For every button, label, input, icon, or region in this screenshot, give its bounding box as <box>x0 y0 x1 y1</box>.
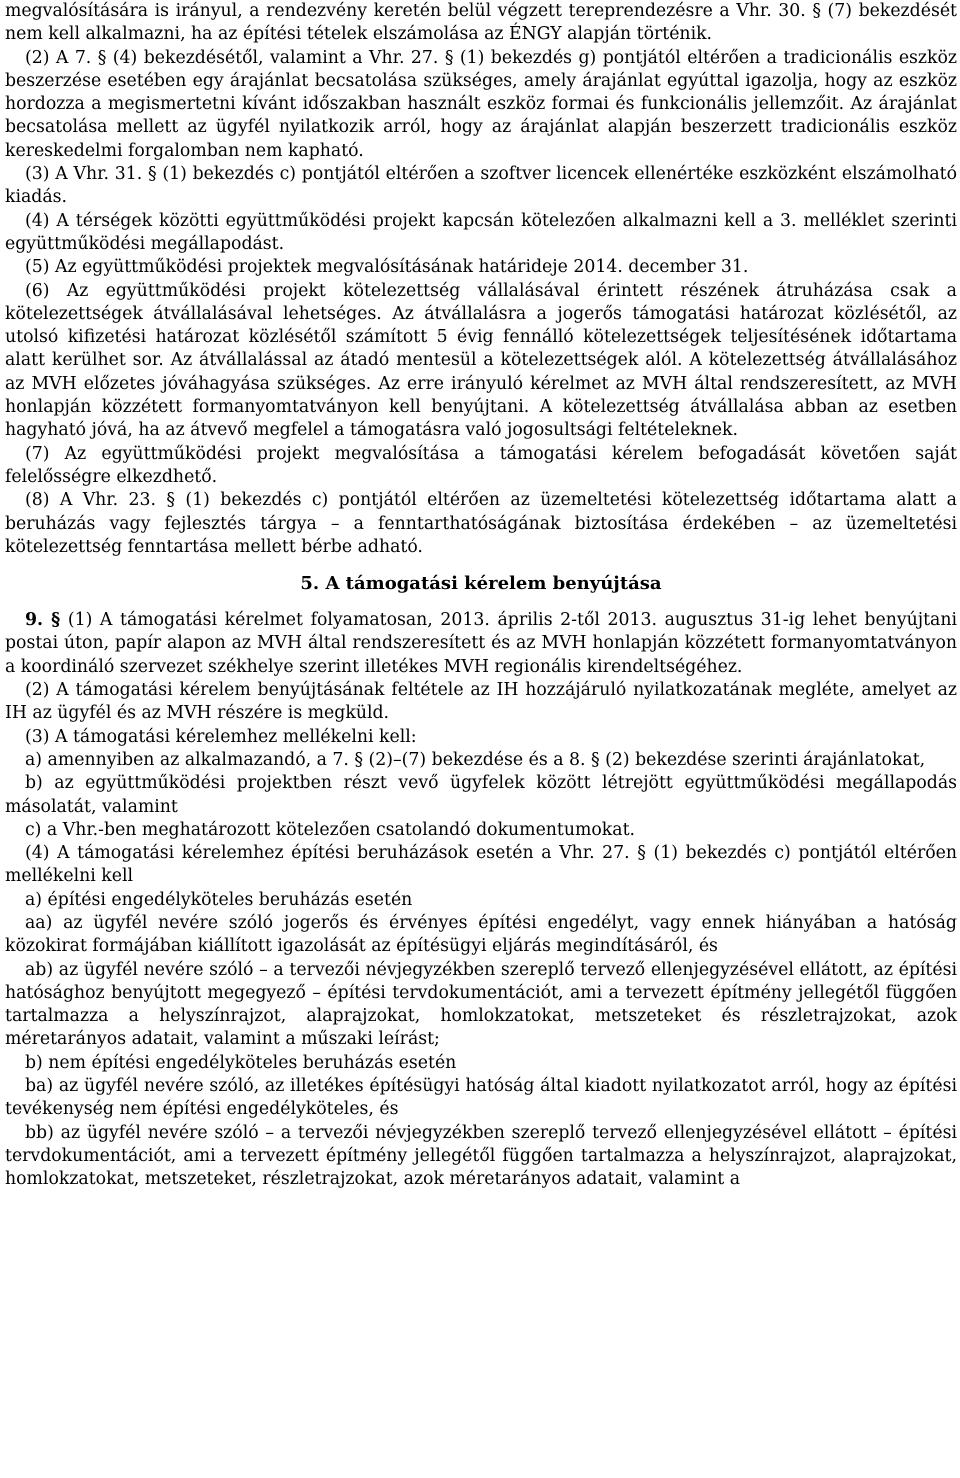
list-item-bb: bb) az ügyfél nevére szóló – a tervezői névjegyzékben szereplő tervező ellenjegyzésével ellátott – építési tervdokumentációt, ami a tervezett építmény jellegétől függően tartalmazza a helyszínrajzot, alaprajzokat, homlokzatokat, metszeteket, részletrajzokat, azok méretarányos adatait, valamint a <box>5 1122 957 1190</box>
paragraph-9-3: (3) A támogatási kérelemhez mellékelni kell: <box>25 726 417 747</box>
list-item-a: a) amennyiben az alkalmazandó, a 7. § (2)–(7) bekezdése és a 8. § (2) bekezdése szerinti árajánlatokat, <box>25 749 926 770</box>
section-heading: 5. A támogatási kérelem benyújtása <box>300 573 662 595</box>
paragraph-8-5: (5) Az együttműködési projektek megvalósításának határideje 2014. december 31. <box>25 257 749 278</box>
list-item-b: b) az együttműködési projektben részt vevő ügyfelek között létrejött együttműködési megállapodás másolatát, valamint <box>5 773 957 817</box>
paragraph-9-2: (2) A támogatási kérelem benyújtásának feltétele az IH hozzájáruló nyilatkozatának megléte, amelyet az IH az ügyfél és az MVH részére is megküld. <box>5 680 957 724</box>
list-item-aa: aa) az ügyfél nevére szóló jogerős és érvényes építési engedélyt, vagy ennek hiányában a hatóság közokirat formájában kiállított igazolását az építésügyi eljárás megindításáról, és <box>5 912 957 957</box>
paragraphs-before <box>5 0 957 559</box>
list-item-c: c) a Vhr.-ben meghatározott kötelezően csatolandó dokumentumokat. <box>25 819 636 840</box>
paragraph-8-6: (6) Az együttműködési projekt kötelezettség vállalásával érintett részének átruházása csak a kötelezettségek átvállalásával lehetséges. Az átvállalásra a jogerős támogatási határozat közlésétől, az utolsó kifizetési határozat közlésétől számított 5 évig fennálló kötelezettségek teljesítésének időtartama alatt kerülhet sor. Az átvállalással az átadó mentesül a kötelezettségek alól. A kötelezettség átvállalásához az MVH előzetes jóváhagyása szükséges. Az erre irányuló kérelmet az MVH által rendszeresített, az MVH honlapján közzétett formanyomtatványon kell benyújtani. A kötelezettség átvállalása abban az esetben hagyható jóvá, ha az átvevő megfelel a támogatásra való jogosultsági feltételeknek. <box>5 280 957 441</box>
paragraph-9-4: (4) A támogatási kérelemhez építési beruházások esetén a Vhr. 27. § (1) bekezdés c) pontjától eltérően mellékelni kell <box>5 843 957 887</box>
paragraph-8-3: (3) A Vhr. 31. § (1) bekezdés c) pontjától eltérően a szoftver licencek ellenértéke eszközként elszámolható kiadás. <box>5 164 957 208</box>
paragraph-8-2: (2) A 7. § (4) bekezdésétől, valamint a Vhr. 27. § (1) bekezdés g) pontjától eltérően a tradicionális eszköz beszerzése esetében egy árajánlat becsatolása szükséges, amely árajánlat egyúttal igazolja, hogy az eszköz hordozza a megismertetni kívánt időszakban használt eszköz formai és funkcionális jellemzőit. Az árajánlat becsatolása mellett az ügyfél nyilatkozik arról, hogy az árajánlat alapján beszerzett tradicionális eszköz kereskedelmi forgalomban nem kapható. <box>5 47 957 161</box>
paragraph-8-8: (8) A Vhr. 23. § (1) bekezdés c) pontjától eltérően az üzemeltetési kötelezettség időtartama alatt a beruházás vagy fejlesztés tárgya – a fenntarthatóságának biztosítása érdekében – az üzemeltetési kötelezettség fenntartása mellett bérbe adható. <box>5 490 957 557</box>
section-number: 9. § <box>25 610 61 631</box>
list-item-ab: ab) az ügyfél nevére szóló – a tervezői névjegyzékben szereplő tervező ellenjegyzésével ellátott, az építési hatósághoz benyújtott megegyező – építési tervdokumentációt, ami a tervezett építmény jellegétől függően tartalmazza a helyszínrajzot, alaprajzokat, homlokzatokat, metszeteket és részletrajzokat, azok méretarányos adatait, valamint a műszaki leírást; <box>5 959 957 1050</box>
paragraph-9-1 <box>5 609 957 679</box>
paragraph-8-4: (4) A térségek közötti együttműködési projekt kapcsán kötelezően alkalmazni kell a 3. melléklet szerinti együttműködési megállapodást. <box>5 210 957 254</box>
paragraph-continuation: megvalósítására is irányul, a rendezvény keretén belül végzett tereprendezésre a Vhr. 30. § (7) bekezdését nem kell alkalmazni, ha az építési tételek elszámolása az ÉNGY alapján történik. <box>5 1 957 45</box>
paragraph-9-1-text: (1) A támogatási kérelmet folyamatosan, 2013. április 2-től 2013. augusztus 31-ig lehet benyújtani postai úton, papír alapon az MVH által rendszeresített és az MVH honlapján közzétett formanyomtatványon a koordináló szervezet székhelye szerint illetékes MVH regionális kirendeltségéhez. <box>5 610 957 677</box>
paragraph-8-7: (7) Az együttműködési projekt megvalósítása a támogatási kérelem befogadását követően saját felelősségre elkezdhető. <box>5 443 957 487</box>
list-item-ba: ba) az ügyfél nevére szóló, az illetékes építésügyi hatóság által kiadott nyilatkozatot arról, hogy az építési tevékenység nem építési engedélyköteles, és <box>5 1076 957 1120</box>
list-item-4b: b) nem építési engedélyköteles beruházás esetén <box>25 1052 457 1073</box>
paragraphs-after <box>5 609 957 1191</box>
list-item-4a: a) építési engedélyköteles beruházás esetén <box>25 889 413 910</box>
